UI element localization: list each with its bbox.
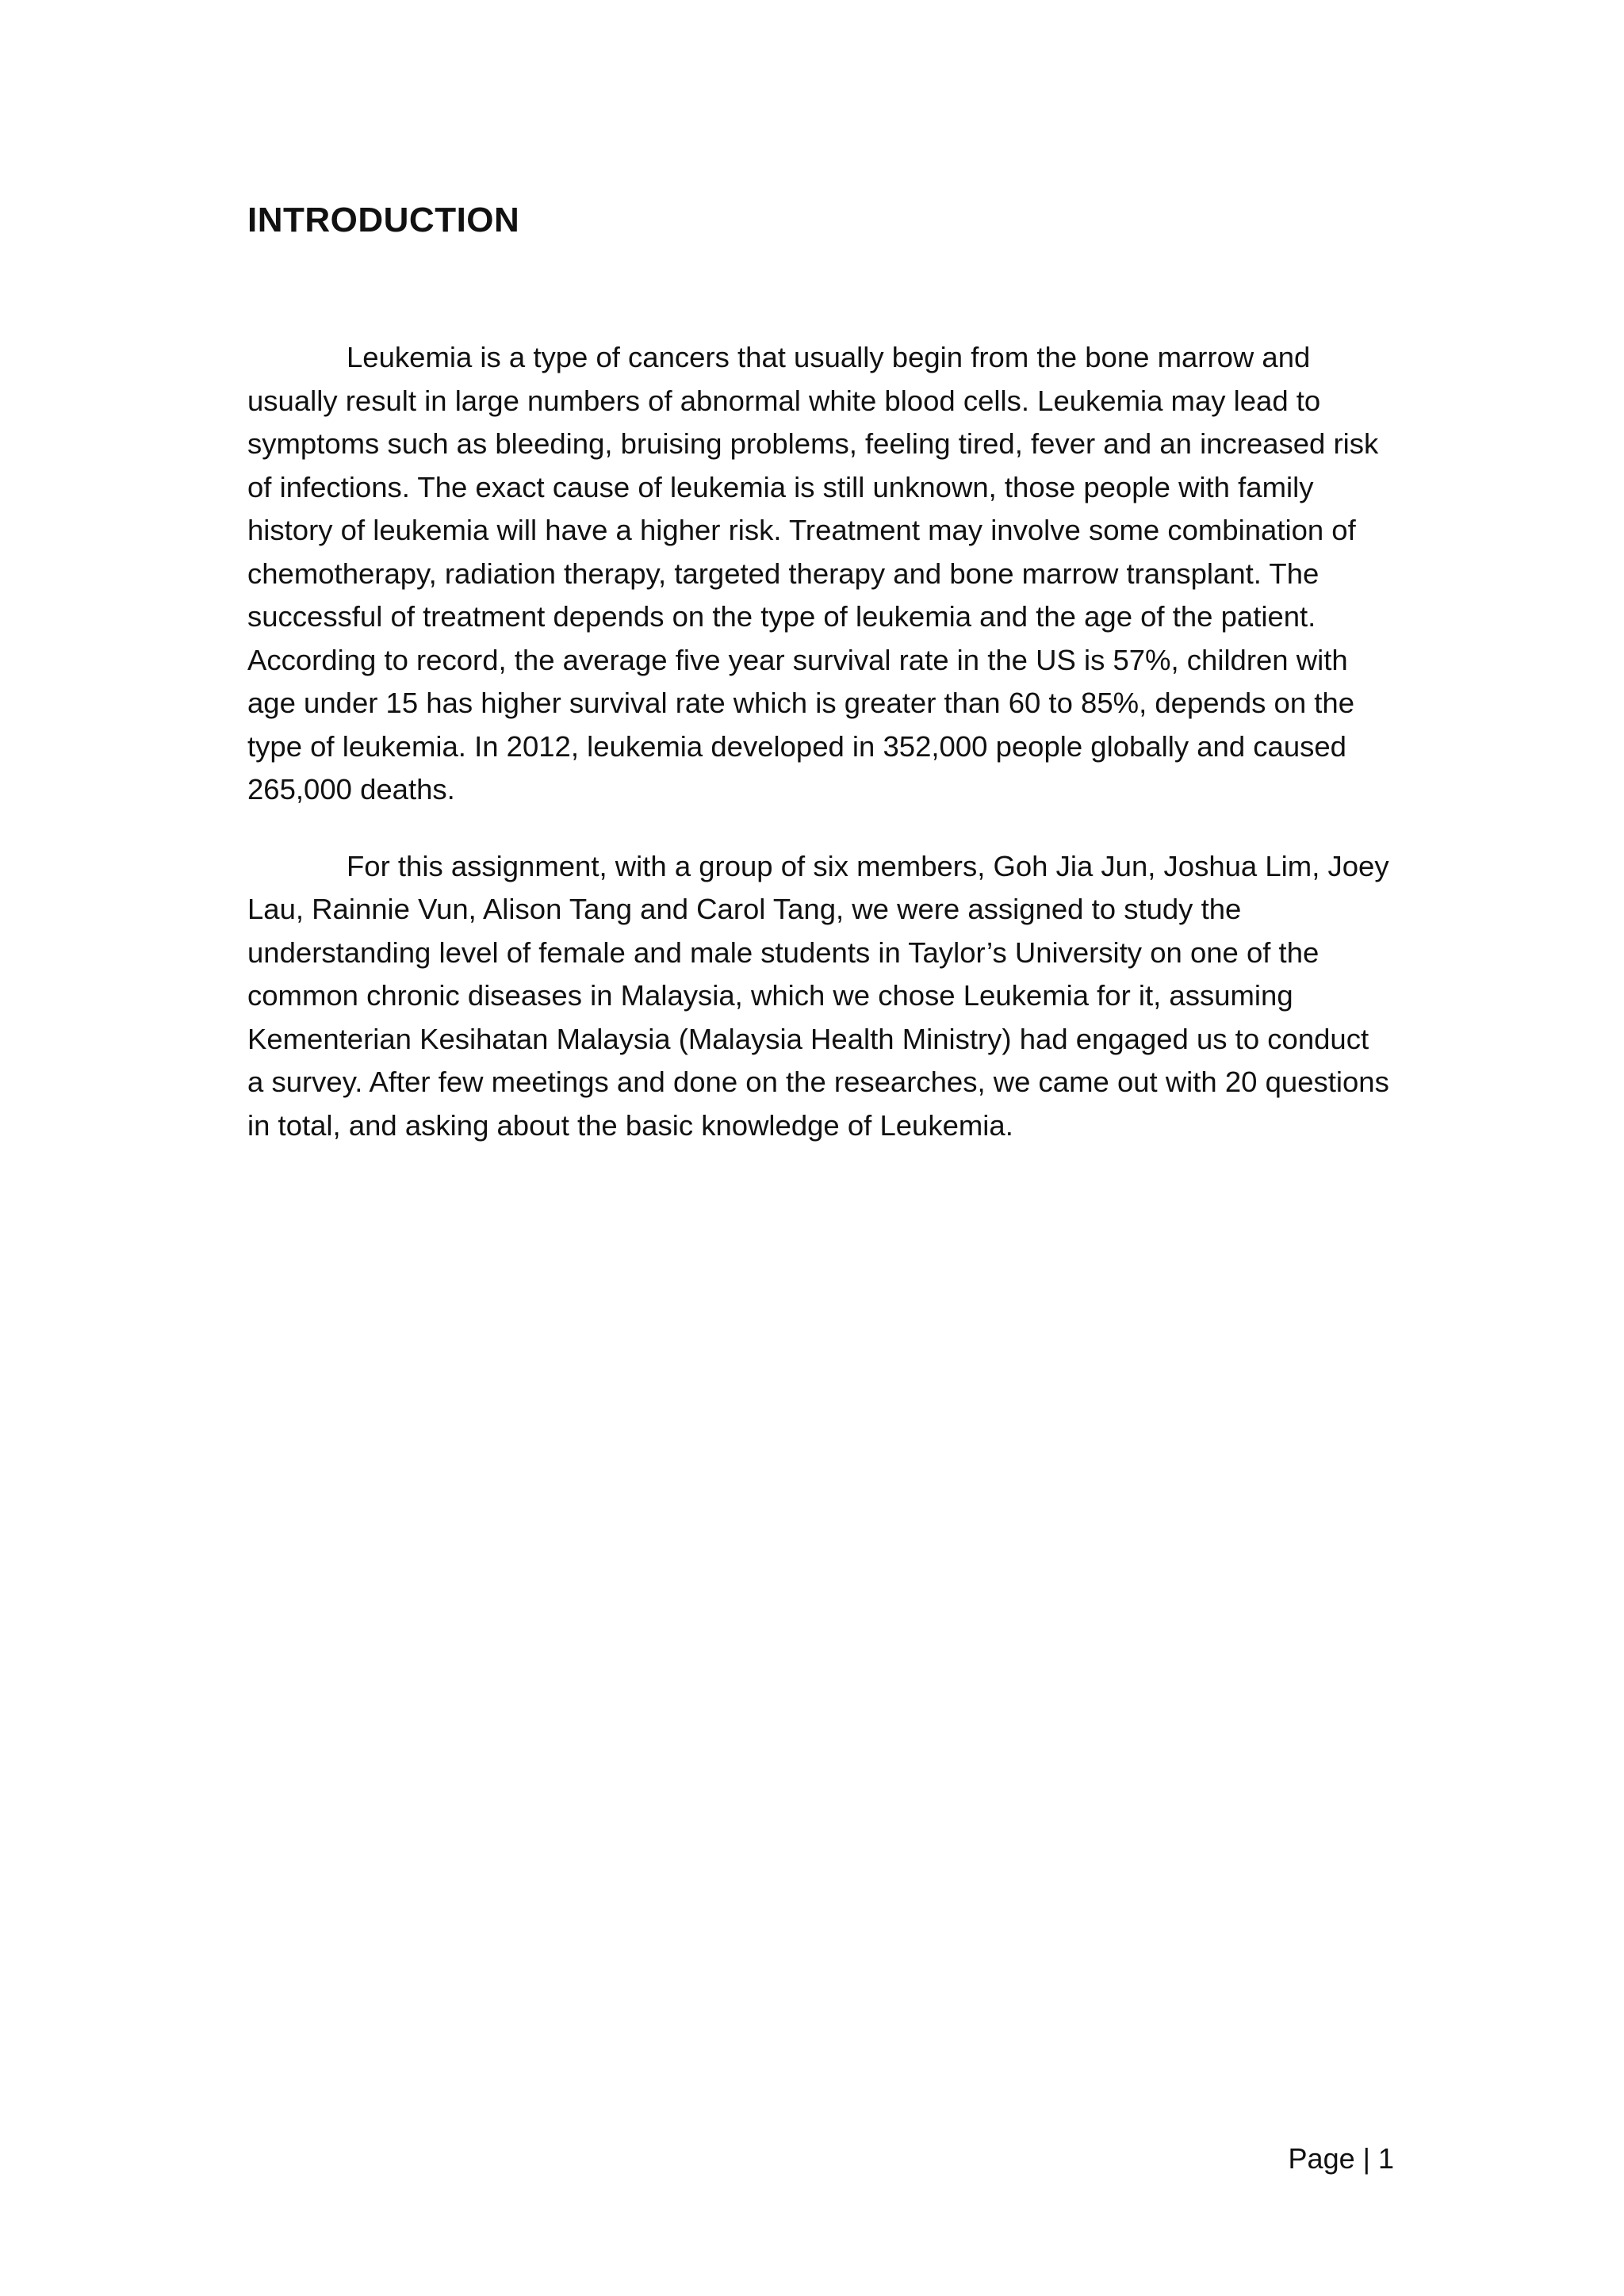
body-text bbox=[247, 336, 1389, 1181]
section-heading: INTRODUCTION bbox=[247, 201, 520, 239]
paragraph-leukemia-overview: Leukemia is a type of cancers that usually begin from the bone marrow and usually result in large numbers of abnormal white blood cells. Leukemia may lead to symptoms such as bleeding, bruising problems, feeling tired, fever and an increased risk of infections. The exact cause of leukemia is still unknown, those people with family history of leukemia will have a higher risk. Treatment may involve some combination of chemotherapy, radiation therapy, targeted therapy and bone marrow transplant. The successful of treatment depends on the type of leukemia and the age of the patient. According to record, the average five year survival rate in the US is 57%, children with age under 15 has higher survival rate which is greater than 60 to 85%, depends on the type of leukemia. In 2012, leukemia developed in 352,000 people globally and caused 265,000 deaths. bbox=[247, 341, 1379, 806]
page-number: Page | 1 bbox=[1288, 2142, 1394, 2175]
paragraph-assignment-description: For this assignment, with a group of six members, Goh Jia Jun, Joshua Lim, Joey Lau, Rainnie Vun, Alison Tang and Carol Tang, we were assigned to study the understanding level of female and male students in Taylor’s University on one of the common chronic diseases in Malaysia, which we chose Leukemia for it, assuming Kementerian Kesihatan Malaysia (Malaysia Health Ministry) had engaged us to conduct a survey. After few meetings and done on the researches, we came out with 20 questions in total, and asking about the basic knowledge of Leukemia. bbox=[247, 849, 1389, 1142]
